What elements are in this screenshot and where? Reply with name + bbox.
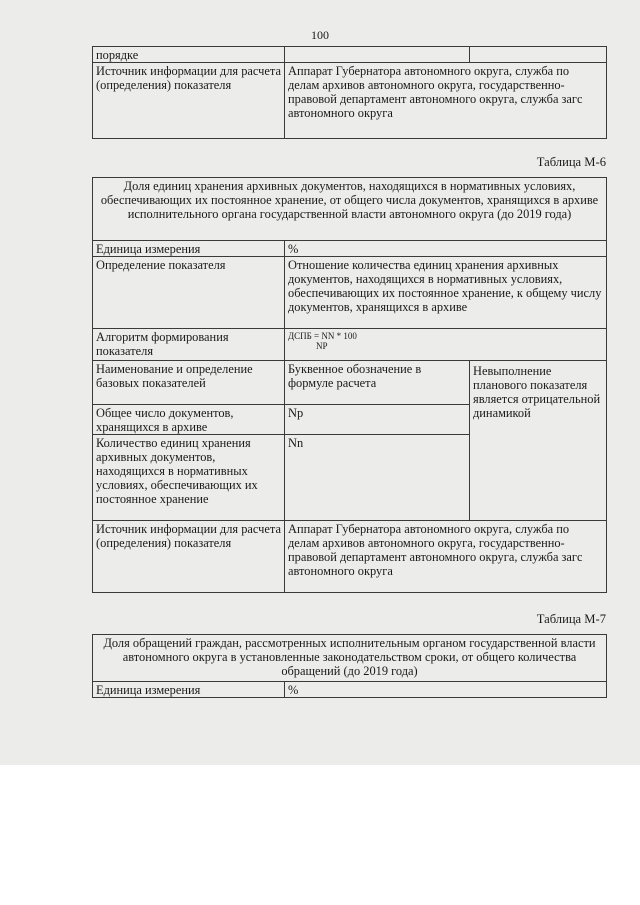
base-note: Невыполнение планового показателя является отрицательной динамикой — [470, 361, 607, 521]
base-header-symbol: Буквенное обозначение в формуле расчета — [285, 361, 470, 405]
row-label: порядке — [93, 47, 285, 63]
base-row-symbol: Nn — [285, 435, 470, 521]
table-row — [93, 63, 607, 139]
unit-value: % — [285, 682, 607, 698]
algorithm-label: Алгоритм формирования показателя — [93, 329, 285, 361]
source-value: Аппарат Губернатора автономного округа, служба по делам архивов автономного округа, государственно-правовой департамент автономного округа, служба загс автономного округа — [285, 521, 607, 593]
base-header-label: Наименование и определение базовых показателей — [93, 361, 285, 405]
table-title-row — [93, 178, 607, 241]
table-caption: Таблица М-7 — [536, 612, 606, 626]
base-row-label: Общее число документов, хранящихся в архиве — [93, 405, 285, 435]
page-number: 100 — [311, 28, 329, 42]
source-value: Аппарат Губернатора автономного округа, служба по делам архивов автономного округа, государственно-правовой департамент автономного округа, служба загс автономного округа — [285, 63, 607, 139]
unit-label: Единица измерения — [93, 241, 285, 257]
table-m6 — [92, 177, 607, 593]
definition-value: Отношение количества единиц хранения архивных документов, находящихся в нормативных условиях, обеспечивающих их постоянное хранение, к общему числу документов, хранящихся в архиве — [285, 257, 607, 329]
unit-label: Единица измерения — [93, 682, 285, 698]
table-row — [93, 329, 607, 361]
table-title: Доля обращений граждан, рассмотренных исполнительным органом государственной власти автономного округа в установленные законодательством сроки, от общего количества обращений (до 2019 года) — [93, 635, 607, 682]
source-label: Источник информации для расчета (определения) показателя — [93, 521, 285, 593]
row-extra — [470, 47, 607, 63]
continued-table — [92, 46, 607, 139]
base-row-label: Количество единиц хранения архивных документов, находящихся в нормативных условиях, обеспечивающих их постоянное хранение — [93, 435, 285, 521]
table-caption: Таблица М-6 — [536, 155, 606, 169]
table-title-row — [93, 635, 607, 682]
algorithm-formula — [285, 329, 607, 361]
table-m7 — [92, 634, 607, 698]
table-row — [93, 241, 607, 257]
table-row — [93, 257, 607, 329]
table-row — [93, 521, 607, 593]
formula-main: ДСПБ = NN * 100 — [288, 331, 357, 341]
table-row — [93, 682, 607, 698]
table-row — [93, 47, 607, 63]
table-row — [93, 361, 607, 405]
definition-label: Определение показателя — [93, 257, 285, 329]
table-title: Доля единиц хранения архивных документов, находящихся в нормативных условиях, обеспечивающих их постоянное хранение, от общего числа документов, хранящихся в архиве исполнительного органа государственной власти автономного округа (до 2019 года) — [93, 178, 607, 241]
row-value — [285, 47, 470, 63]
base-row-symbol: Np — [285, 405, 470, 435]
formula-denominator: NP — [316, 341, 328, 351]
blank-area — [0, 765, 640, 905]
source-label: Источник информации для расчета (определения) показателя — [93, 63, 285, 139]
unit-value: % — [285, 241, 607, 257]
